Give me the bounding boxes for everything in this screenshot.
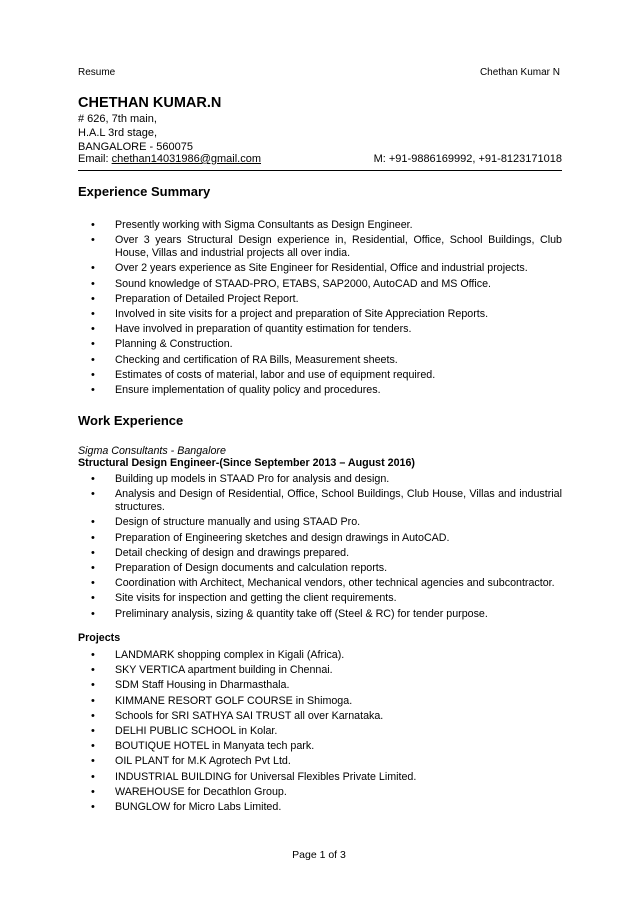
contact-row [78, 153, 562, 165]
list-item: • Preparation of Detailed Project Report. [78, 293, 562, 306]
list-item: • Presently working with Sigma Consultants as Design Engineer. [78, 219, 562, 232]
list-item: • Coordination with Architect, Mechanical vendors, other technical agencies and subcontractor. [78, 577, 562, 590]
job-role: Structural Design Engineer-(Since September 2013 – August 2016) [78, 457, 415, 469]
work-experience-heading: Work Experience [78, 413, 184, 428]
projects-list [78, 649, 562, 816]
list-item: • Over 2 years experience as Site Engineer for Residential, Office and industrial projects. [78, 262, 562, 275]
list-item: • SDM Staff Housing in Dharmasthala. [78, 679, 562, 692]
address-line-1: # 626, 7th main, [78, 113, 157, 125]
header-divider [78, 170, 562, 171]
list-item: • INDUSTRIAL BUILDING for Universal Flexibles Private Limited. [78, 771, 562, 784]
experience-summary-heading: Experience Summary [78, 184, 211, 199]
list-item: • BOUTIQUE HOTEL in Manyata tech park. [78, 740, 562, 753]
experience-summary-list [78, 219, 562, 399]
candidate-name: CHETHAN KUMAR.N [78, 95, 222, 111]
list-item: • Schools for SRI SATHYA SAI TRUST all over Karnataka. [78, 710, 562, 723]
list-item: • Preparation of Design documents and calculation reports. [78, 562, 562, 575]
list-item: • LANDMARK shopping complex in Kigali (Africa). [78, 649, 562, 662]
company-name: Sigma Consultants - Bangalore [78, 445, 226, 457]
list-item: • Detail checking of design and drawings prepared. [78, 547, 562, 560]
email-label: Email: [78, 153, 112, 165]
list-item: • OIL PLANT for M.K Agrotech Pvt Ltd. [78, 755, 562, 768]
list-item: • Estimates of costs of material, labor and use of equipment required. [78, 369, 562, 382]
list-item: • DELHI PUBLIC SCHOOL in Kolar. [78, 725, 562, 738]
list-item: • BUNGLOW for Micro Labs Limited. [78, 801, 562, 814]
list-item: • Building up models in STAAD Pro for analysis and design. [78, 473, 562, 486]
work-duties-list [78, 473, 562, 623]
list-item: • Sound knowledge of STAAD-PRO, ETABS, SAP2000, AutoCAD and MS Office. [78, 278, 562, 291]
list-item: • Checking and certification of RA Bills, Measurement sheets. [78, 354, 562, 367]
list-item: • Involved in site visits for a project and preparation of Site Appreciation Reports. [78, 308, 562, 321]
header-resume-label: Resume [78, 67, 116, 78]
page-number: Page 1 of 3 [292, 849, 346, 861]
list-item: • Planning & Construction. [78, 338, 562, 351]
list-item: • Over 3 years Structural Design experience in, Residential, Office, School Buildings, Club House, Villas and industrial projects all over india. [78, 234, 562, 260]
list-item: • Design of structure manually and using STAAD Pro. [78, 516, 562, 529]
list-item: • Preparation of Engineering sketches and design drawings in AutoCAD. [78, 532, 562, 545]
email-link[interactable]: chethan14031986@gmail.com [111, 153, 262, 165]
list-item: • WAREHOUSE for Decathlon Group. [78, 786, 562, 799]
phone-numbers: M: +91-9886169992, +91-8123171018 [373, 153, 562, 165]
address-line-2: H.A.L 3rd stage, [78, 127, 158, 139]
list-item: • KIMMANE RESORT GOLF COURSE in Shimoga. [78, 695, 562, 708]
address-line-3: BANGALORE - 560075 [78, 141, 193, 153]
list-item: • Preliminary analysis, sizing & quantity take off (Steel & RC) for tender purpose. [78, 608, 562, 621]
list-item: • Ensure implementation of quality policy and procedures. [78, 384, 562, 397]
list-item: • Analysis and Design of Residential, Office, School Buildings, Club House, Villas and industrial structures. [78, 488, 562, 514]
list-item: • SKY VERTICA apartment building in Chennai. [78, 664, 562, 677]
list-item: • Have involved in preparation of quantity estimation for tenders. [78, 323, 562, 336]
header-candidate-name: Chethan Kumar N [479, 67, 560, 78]
projects-heading: Projects [78, 632, 121, 644]
list-item: • Site visits for inspection and getting the client requirements. [78, 592, 562, 605]
